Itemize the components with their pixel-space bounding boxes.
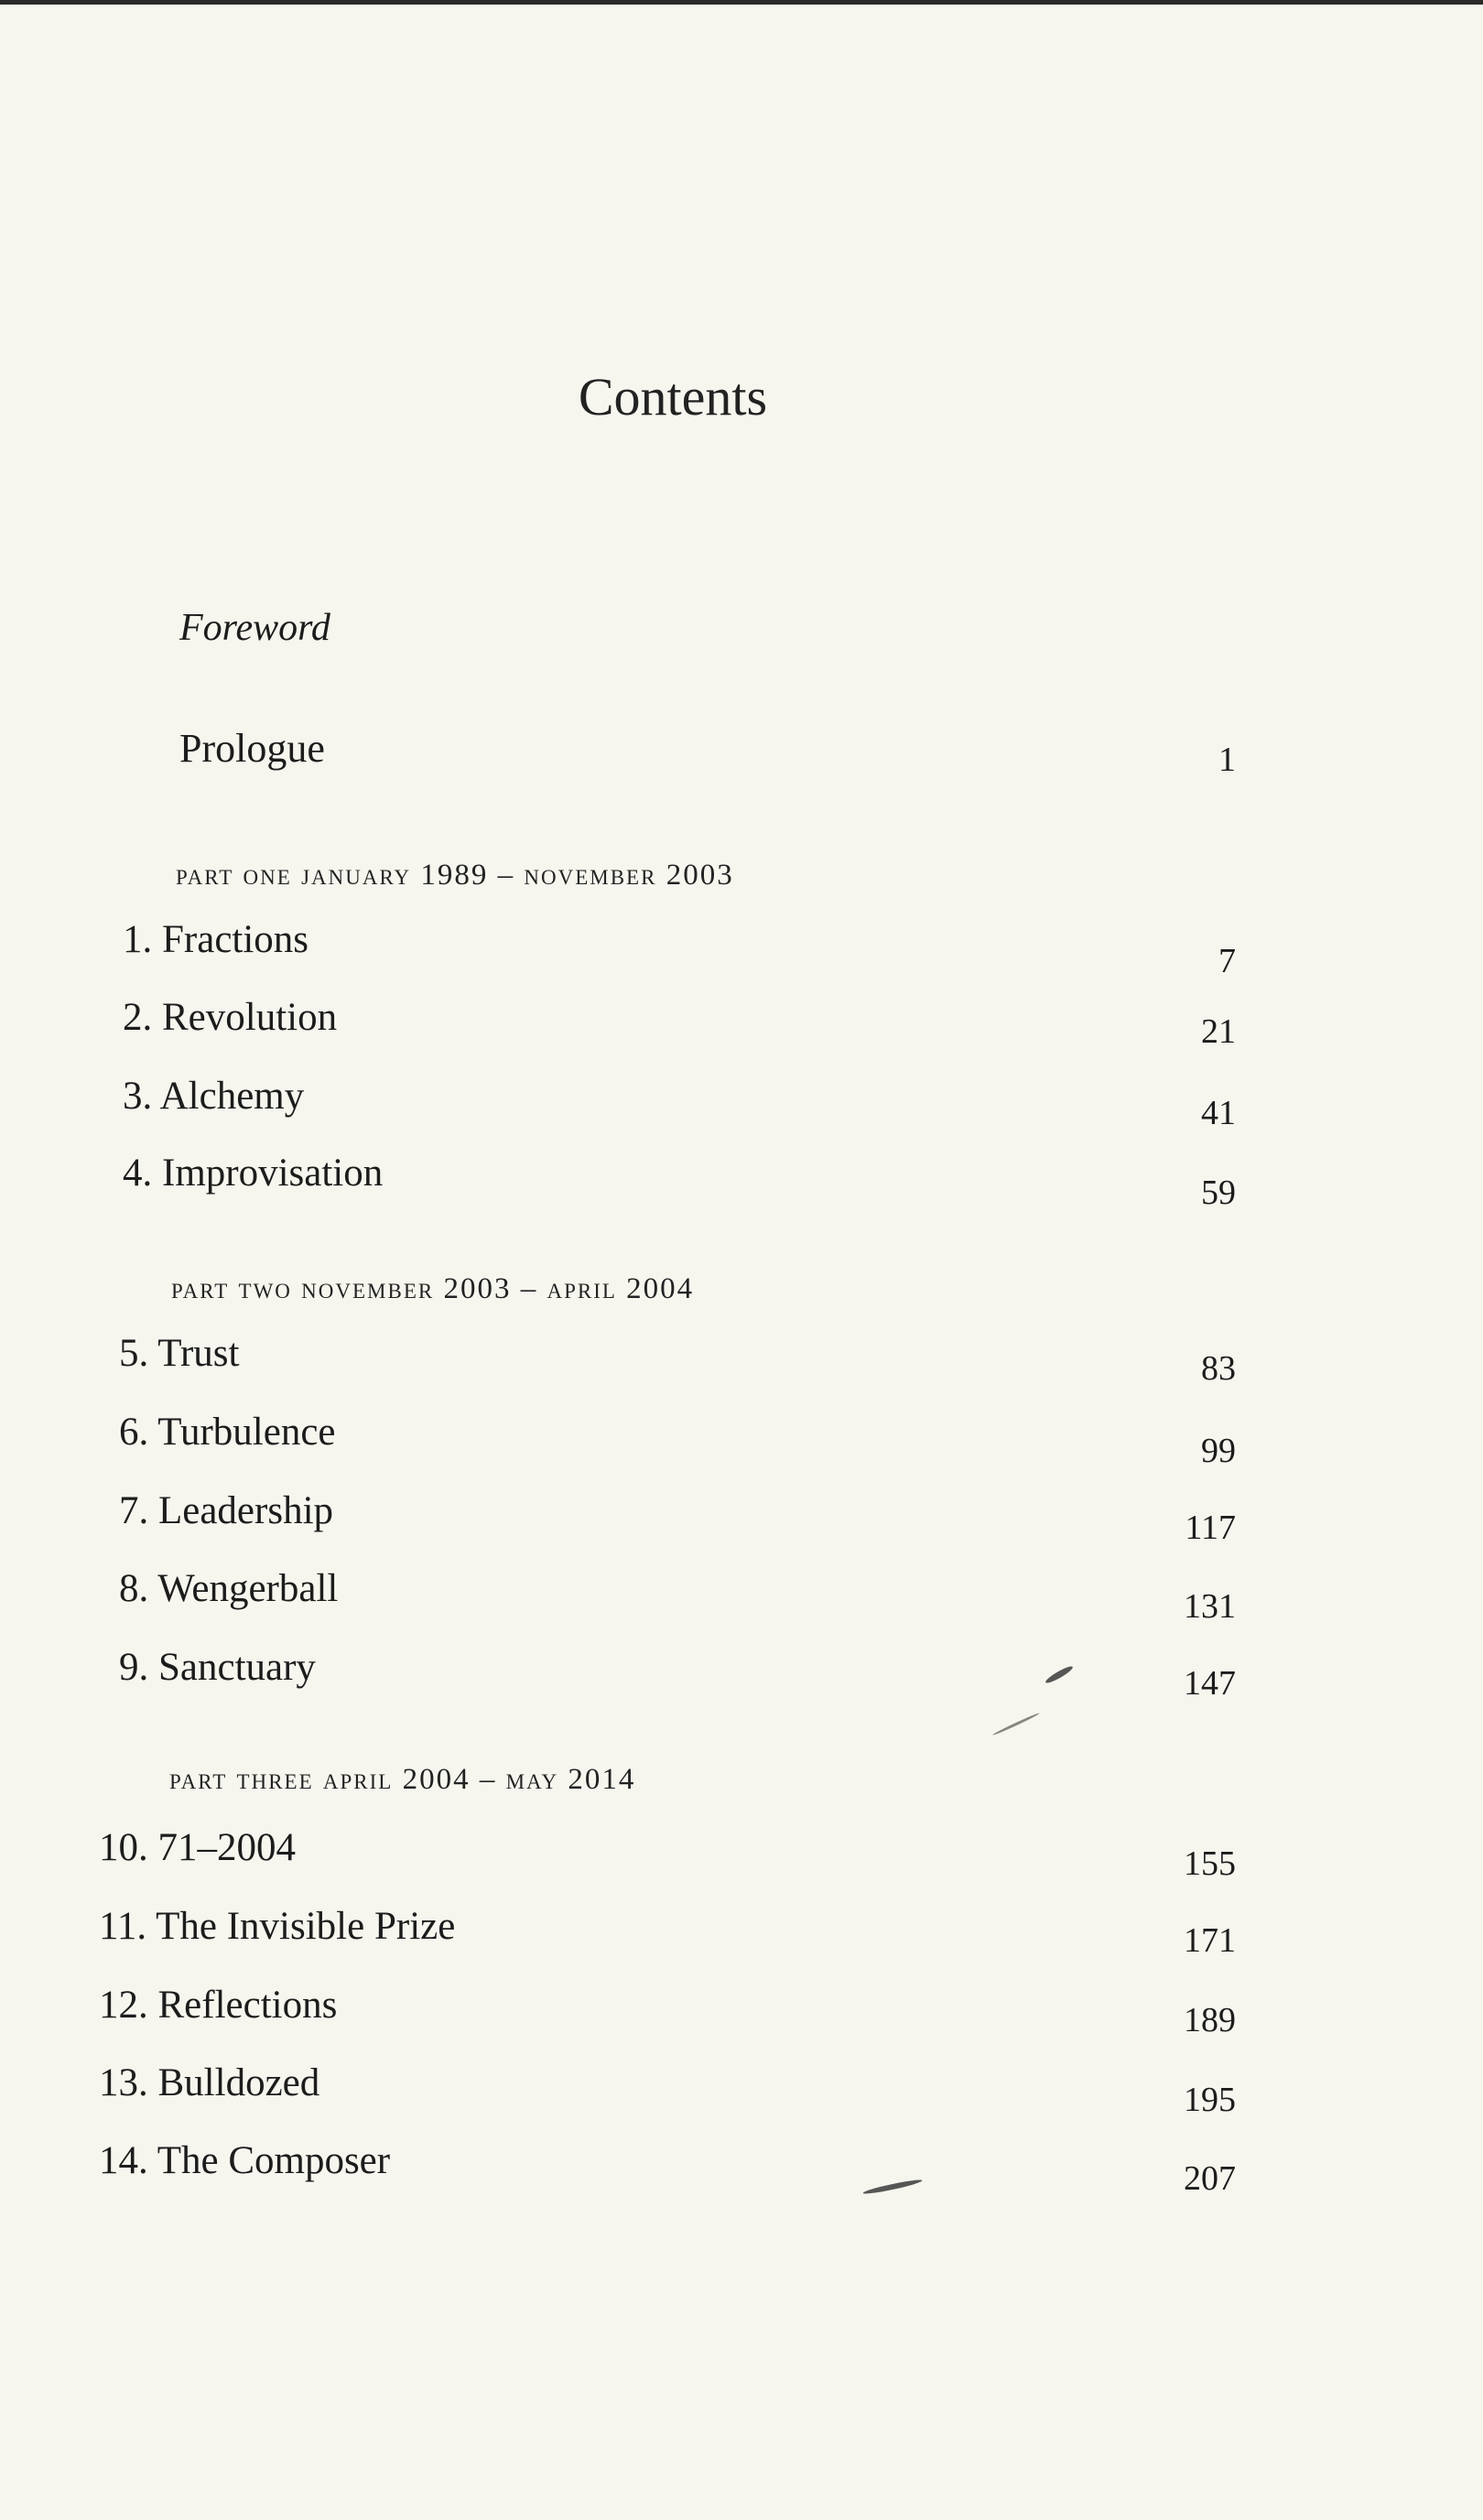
toc-chapter-page: 195 [1184, 2081, 1236, 2119]
part-heading: part three april 2004 – may 2014 [169, 1763, 636, 1796]
toc-chapter: 7. Leadership [119, 1489, 334, 1532]
toc-chapter-page: 99 [1201, 1432, 1236, 1470]
ink-mark [1045, 1664, 1075, 1685]
page-top-edge [0, 0, 1483, 5]
toc-chapter-page: 117 [1185, 1509, 1236, 1547]
toc-chapter-page: 155 [1184, 1844, 1236, 1883]
part-heading: part one january 1989 – november 2003 [176, 859, 734, 892]
toc-chapter: 3. Alchemy [123, 1075, 305, 1118]
ink-mark [862, 2178, 923, 2196]
toc-chapter-page: 171 [1184, 1921, 1236, 1960]
toc-chapter: 12. Reflections [99, 1984, 338, 2027]
toc-chapter-page: 189 [1184, 2001, 1236, 2039]
toc-chapter-page: 131 [1184, 1587, 1236, 1626]
toc-chapter: 4. Improvisation [123, 1152, 384, 1195]
toc-chapter-page: 147 [1184, 1664, 1236, 1703]
toc-chapter: 2. Revolution [123, 996, 338, 1039]
toc-chapter: 6. Turbulence [119, 1411, 336, 1454]
toc-prologue: Prologue [179, 726, 325, 771]
page-title: Contents [578, 367, 768, 427]
toc-chapter-page: 21 [1201, 1012, 1236, 1051]
toc-chapter: 9. Sanctuary [119, 1646, 316, 1689]
toc-prologue-page: 1 [1218, 741, 1236, 779]
toc-foreword: Foreword [179, 607, 330, 649]
toc-chapter: 8. Wengerball [119, 1567, 339, 1610]
toc-chapter: 5. Trust [119, 1332, 240, 1375]
toc-chapter: 1. Fractions [123, 918, 309, 961]
toc-chapter-page: 207 [1184, 2159, 1236, 2198]
toc-chapter-page: 59 [1201, 1173, 1236, 1212]
toc-chapter: 11. The Invisible Prize [99, 1905, 456, 1948]
part-heading: part two november 2003 – april 2004 [171, 1272, 695, 1305]
toc-chapter: 10. 71–2004 [99, 1826, 296, 1869]
toc-chapter-page: 41 [1201, 1094, 1236, 1132]
toc-chapter-page: 7 [1218, 942, 1236, 980]
ink-mark [992, 1712, 1040, 1736]
toc-chapter-page: 83 [1201, 1349, 1236, 1388]
toc-chapter: 14. The Composer [99, 2139, 391, 2182]
toc-chapter: 13. Bulldozed [99, 2061, 320, 2104]
